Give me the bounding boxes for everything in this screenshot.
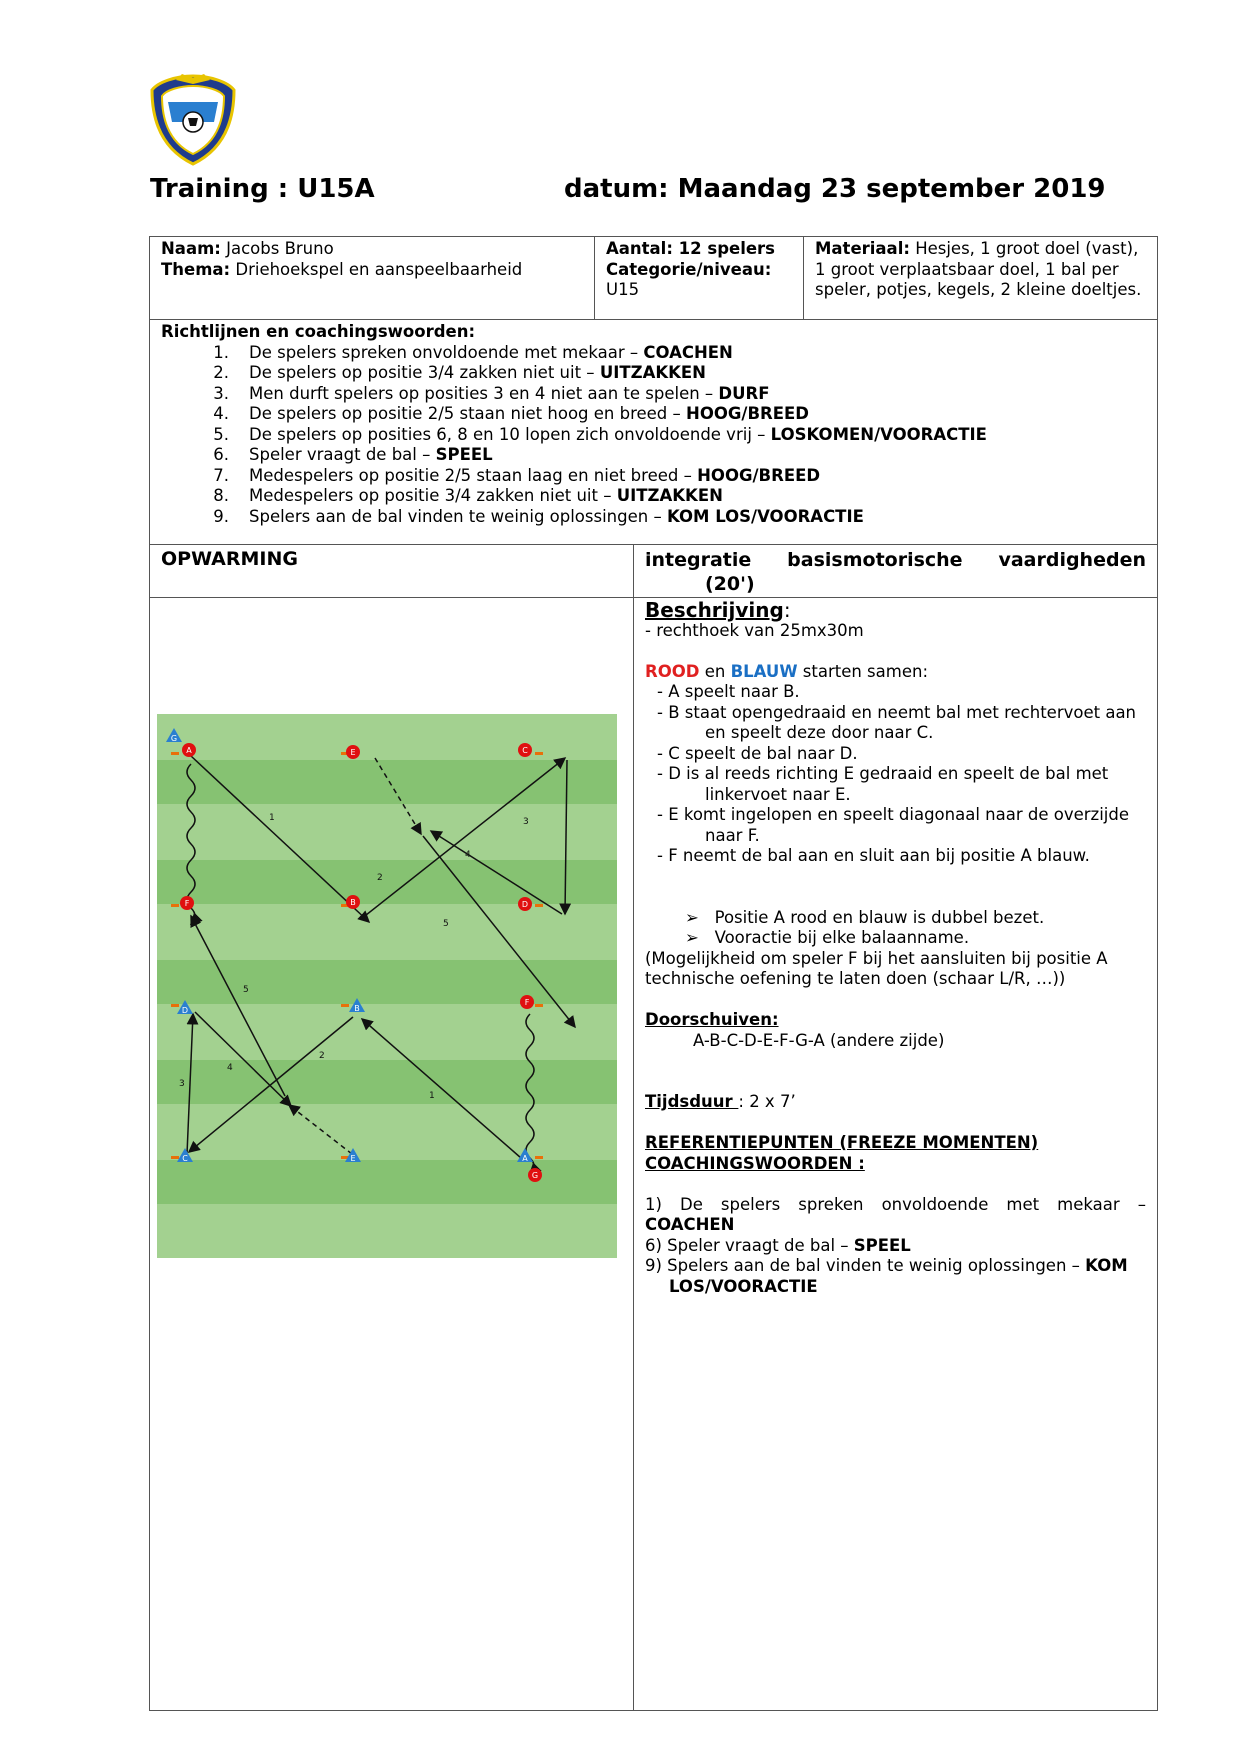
list-item: 2. De spelers op positie 3/4 zakken niet uit – UITZAKKEN: [213, 363, 706, 382]
step: en speelt deze door naar C.: [705, 723, 934, 742]
exercise-diagram: [157, 714, 617, 1258]
extra-line: technische oefening te laten doen (schaar L/R, …)): [645, 969, 1066, 988]
svg-text:G: G: [531, 1171, 539, 1180]
categorie-value: U15: [606, 280, 640, 299]
aantal-label: Aantal: 12 spelers: [606, 239, 776, 258]
arrow-bullet-icon: ➢: [685, 907, 699, 927]
player-red-D: [518, 897, 532, 911]
step: - B staat opengedraaid en neemt bal met rechtervoet aan: [657, 702, 1137, 722]
section-subtitle: integratie basismotorische vaardigheden: [645, 549, 1146, 571]
club-logo: [148, 72, 238, 168]
svg-text:F: F: [524, 998, 530, 1007]
pass-number: 5: [443, 919, 449, 929]
pass-number: 2: [377, 873, 383, 883]
materiaal-value: Hesjes, 1 groot doel (vast), 1 groot verplaatsbaar doel, 1 bal per speler, potjes, kegels, 2 kleine doeltjes.: [815, 239, 1142, 299]
list-item: 1. De spelers spreken onvoldoende met mekaar – COACHEN: [213, 342, 733, 362]
section-subtitle-cell: [633, 544, 1158, 598]
extra-line: (Mogelijkheid om speler F bij het aansluiten bij positie A: [645, 948, 1108, 968]
referentiepunten-heading: REFERENTIEPUNTEN (FREEZE MOMENTEN): [645, 1133, 1039, 1152]
player-red-C: [518, 743, 532, 757]
player-red-E: [346, 745, 360, 759]
step: - F neemt de bal aan en sluit aan bij positie A blauw.: [657, 846, 1090, 865]
ref-item-9: 9) Spelers aan de bal vinden te weinig oplossingen – KOM: [645, 1256, 1128, 1275]
section-duration: (20'): [705, 573, 755, 595]
pass-number: 4: [227, 1063, 233, 1073]
list-item: 8. Medespelers op positie 3/4 zakken niet uit – UITZAKKEN: [213, 486, 723, 505]
ref-item-1: 1) De spelers spreken onvoldoende met mekaar –: [645, 1194, 1146, 1214]
list-item: 5. De spelers op posities 6, 8 en 10 lopen zich onvoldoende vrij – LOSKOMEN/VOORACTIE: [213, 424, 987, 444]
player-red-F2: [520, 995, 534, 1009]
pass-number: 3: [179, 1079, 185, 1089]
svg-text:B: B: [354, 1004, 360, 1013]
step: naar F.: [705, 825, 760, 845]
naam-label: Naam:: [161, 239, 221, 258]
naam-value: Jacobs Bruno: [220, 239, 334, 258]
categorie-label: Categorie/niveau:: [606, 259, 772, 279]
player-red-A: [182, 743, 196, 757]
pass-number: 2: [319, 1051, 325, 1061]
info-count-cell: [594, 236, 804, 320]
step: - D is al reeds richting E gedraaid en speelt de bal met: [657, 764, 1109, 783]
thema-value: Driehoekspel en aanspeelbaarheid: [230, 259, 523, 279]
pass-number: 4: [465, 850, 471, 860]
field-size: - rechthoek van 25mx30m: [645, 620, 864, 640]
list-item: 4. De spelers op positie 2/5 staan niet hoog en breed – HOOG/BREED: [213, 404, 809, 423]
training-title: Training : U15A: [150, 174, 375, 204]
step: linkervoet naar E.: [705, 784, 851, 804]
ref-item-9-keyword: LOS/VOORACTIE: [669, 1276, 818, 1296]
player-red-G: [528, 1168, 542, 1182]
svg-text:F: F: [184, 899, 190, 908]
svg-text:G: G: [170, 734, 178, 743]
diagram-cell: [149, 597, 634, 1711]
start-line: ROOD en BLAUW starten samen:: [645, 661, 929, 681]
pitch: [157, 714, 617, 1258]
svg-text:A: A: [186, 746, 192, 755]
guidelines-list: [161, 343, 1146, 528]
doorschuiven-value: A-B-C-D-E-F-G-A (andere zijde): [693, 1030, 945, 1050]
svg-text:C: C: [522, 746, 528, 755]
info-material-cell: [803, 236, 1158, 320]
svg-text:E: E: [350, 1154, 356, 1163]
materiaal-label: Materiaal:: [815, 239, 910, 258]
svg-text:B: B: [350, 898, 356, 907]
ref-item-1-keyword: COACHEN: [645, 1215, 735, 1234]
player-red-F: [180, 896, 194, 910]
svg-text:C: C: [182, 1154, 188, 1163]
svg-text:D: D: [181, 1006, 189, 1015]
guidelines-cell: [149, 319, 1158, 545]
pass-number: 5: [243, 985, 249, 995]
svg-text:E: E: [350, 748, 356, 757]
guidelines-heading: Richtlijnen en coachingswoorden:: [161, 322, 476, 341]
bullet-item: ➢ Vooractie bij elke balaanname.: [685, 928, 970, 947]
svg-text:A: A: [522, 1154, 528, 1163]
arrow-bullet-icon: ➢: [685, 928, 699, 947]
list-item: 3. Men durft spelers op posities 3 en 4 niet aan te spelen – DURF: [213, 383, 770, 403]
pass-number: 1: [429, 1091, 435, 1101]
info-name-cell: [149, 236, 595, 320]
section-title-opwarming: OPWARMING: [149, 544, 634, 598]
player-red-B: [346, 895, 360, 909]
thema-label: Thema:: [161, 259, 231, 279]
pass-number: 1: [269, 813, 275, 823]
beschrijving-heading: Beschrijving: [645, 598, 784, 622]
training-date: datum: Maandag 23 september 2019: [564, 174, 1106, 204]
pass-number: 3: [523, 817, 529, 827]
description-cell: Beschrijving: - rechthoek van 25mx30m ROOD en BLAUW starten samen: - A speelt naar B. - B staat opengedraaid en neemt bal met rechtervoet aan en speelt deze door naar C. - C speelt de bal naar D. - D is al reeds richting E gedraaid en speelt de bal met linkervoet naar E. - E komt ingelopen en speelt diagonaal naar de overzijde naar F. - F neemt de bal aan en sluit aan bij positie A blauw. ➢ Positie A rood en blauw is dubbel bezet. ➢ Vooractie bij elke balaanname. (Mogelijkheid om speler F bij het aansluiten bij positie A technische oefening te laten doen (schaar L/R, …)) Doorschuiven: A-B-C-D-E-F-G-A (andere zijde) Tijdsduur : 2 x 7’ REFERENTIEPUNTEN (FREEZE MOMENTEN) COACHINGSWOORDEN : 1) De spelers spreken onvoldoende met mekaar – COACHEN 6) Speler vraagt de bal – SPEEL 9) Spelers aan de bal vinden te weinig oplossingen – KOM LOS/VOORACTIE: [633, 597, 1158, 1711]
svg-text:D: D: [521, 900, 529, 909]
tijdsduur-line: Tijdsduur : 2 x 7’: [645, 1092, 796, 1111]
list-item: 9. Spelers aan de bal vinden te weinig oplossingen – KOM LOS/VOORACTIE: [213, 506, 864, 526]
step: - C speelt de bal naar D.: [657, 743, 858, 763]
step: - A speelt naar B.: [657, 682, 800, 701]
list-item: 7. Medespelers op positie 2/5 staan laag en niet breed – HOOG/BREED: [213, 465, 821, 485]
ref-item-6: 6) Speler vraagt de bal – SPEEL: [645, 1235, 911, 1255]
bullet-item: ➢ Positie A rood en blauw is dubbel bezet.: [685, 907, 1045, 927]
coachingswoorden-heading: COACHINGSWOORDEN :: [645, 1153, 865, 1173]
list-item: 6. Speler vraagt de bal – SPEEL: [213, 445, 493, 464]
doorschuiven-heading: Doorschuiven:: [645, 1010, 779, 1029]
step: - E komt ingelopen en speelt diagonaal naar de overzijde: [657, 805, 1129, 824]
